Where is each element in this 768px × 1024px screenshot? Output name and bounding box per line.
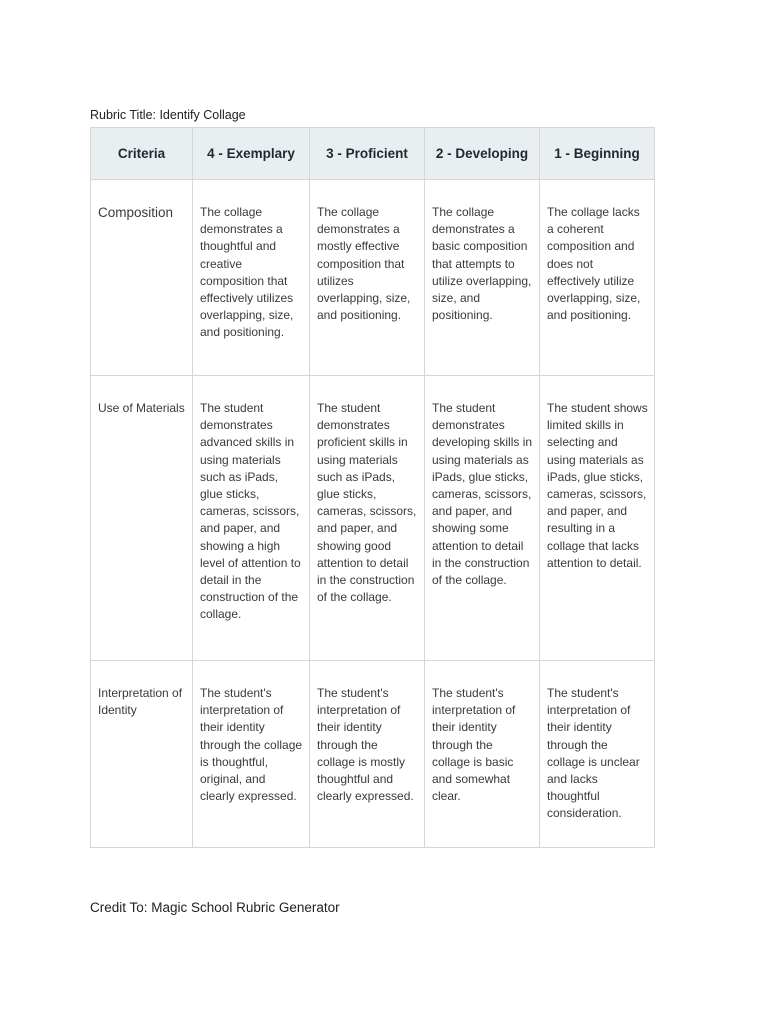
- header-exemplary: 4 - Exemplary: [193, 128, 310, 180]
- table-cell: The collage lacks a coherent composition and does not effectively utilize overlapping, size, and positioning.: [540, 180, 655, 376]
- header-proficient: 3 - Proficient: [310, 128, 425, 180]
- table-cell: The student demonstrates proficient skills in using materials such as iPads, glue sticks, cameras, scissors, and paper, and showing good attention to detail in the construction of the collage.: [310, 376, 425, 661]
- header-developing: 2 - Developing: [425, 128, 540, 180]
- criteria-cell: Composition: [91, 180, 193, 376]
- table-row: [91, 180, 655, 376]
- table-cell: The collage demonstrates a thoughtful and creative composition that effectively utilizes overlapping, size, and positioning.: [193, 180, 310, 376]
- credit-text: Credit To: Magic School Rubric Generator: [90, 900, 340, 915]
- header-beginning: 1 - Beginning: [540, 128, 655, 180]
- table-cell: The student's interpretation of their identity through the collage is thoughtful, original, and clearly expressed.: [193, 661, 310, 848]
- rubric-table: [90, 127, 655, 848]
- table-row: [91, 661, 655, 848]
- header-row: [91, 128, 655, 180]
- table-cell: The collage demonstrates a basic composition that attempts to utilize overlapping, size, and positioning.: [425, 180, 540, 376]
- table-cell: The student's interpretation of their identity through the collage is mostly thoughtful and clearly expressed.: [310, 661, 425, 848]
- table-cell: The student's interpretation of their identity through the collage is basic and somewhat clear.: [425, 661, 540, 848]
- table-cell: The collage demonstrates a mostly effective composition that utilizes overlapping, size, and positioning.: [310, 180, 425, 376]
- table-cell: The student demonstrates developing skills in using materials as iPads, glue sticks, cameras, scissors, and paper, and showing some attention to detail in the construction of the collage.: [425, 376, 540, 661]
- header-criteria: Criteria: [91, 128, 193, 180]
- table-row: [91, 376, 655, 661]
- criteria-cell: Use of Materials: [91, 376, 193, 661]
- table-cell: The student's interpretation of their identity through the collage is unclear and lacks thoughtful consideration.: [540, 661, 655, 848]
- table-cell: The student shows limited skills in selecting and using materials as iPads, glue sticks, cameras, scissors, and paper, and resulting in a collage that lacks attention to detail.: [540, 376, 655, 661]
- criteria-cell: Interpretation of Identity: [91, 661, 193, 848]
- table-cell: The student demonstrates advanced skills in using materials such as iPads, glue sticks, cameras, scissors, and paper, and showing a high level of attention to detail in the construction of the collage.: [193, 376, 310, 661]
- rubric-title: Rubric Title: Identify Collage: [90, 108, 246, 122]
